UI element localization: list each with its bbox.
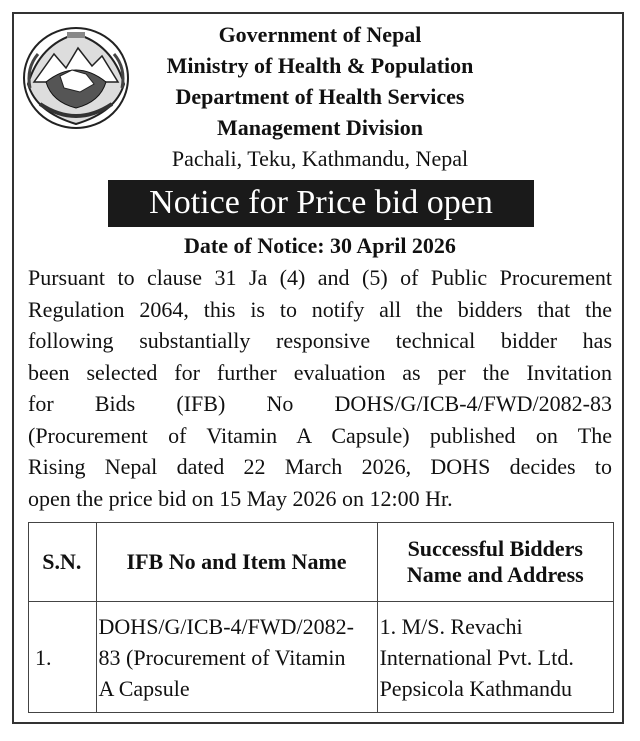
header-bidders-line1: Successful Bidders bbox=[407, 536, 583, 561]
header-address: Pachali, Teku, Kathmandu, Nepal bbox=[171, 146, 469, 171]
header-division: Management Division bbox=[217, 115, 423, 140]
cell-bidder-line1: 1. M/S. Revachi bbox=[379, 613, 523, 639]
notice-title: Notice for Price bid open bbox=[108, 180, 534, 227]
cell-ifb-line1: DOHS/G/ICB-4/FWD/2082- bbox=[98, 613, 354, 639]
cell-bidder-line2: International Pvt. Ltd. bbox=[379, 644, 574, 670]
date-of-notice: Date of Notice: 30 April 2026 bbox=[184, 233, 456, 258]
body-line: Regulation 2064, this is to notify all the bidders that the bbox=[28, 296, 612, 322]
header-ifb: IFB No and Item Name bbox=[96, 523, 377, 602]
header-government: Government of Nepal bbox=[218, 22, 422, 47]
header-bidders bbox=[377, 523, 613, 602]
header-department: Department of Health Services bbox=[175, 84, 465, 109]
nepal-government-emblem-icon bbox=[20, 24, 132, 132]
organization-header bbox=[130, 19, 510, 174]
cell-ifb-line2: 83 (Procurement of Vitamin bbox=[98, 644, 346, 670]
body-line: (Procurement of Vitamin A Capsule) published on The bbox=[28, 422, 612, 448]
header-sn: S.N. bbox=[29, 523, 97, 602]
cell-bidder-line3: Pepsicola Kathmandu bbox=[379, 675, 573, 701]
body-line: Pursuant to clause 31 Ja (4) and (5) of Public Procurement bbox=[28, 265, 612, 290]
cell-ifb-line3: A Capsule bbox=[98, 675, 190, 701]
body-line: open the price bid on 15 May 2026 on 12:00 Hr. bbox=[28, 485, 453, 511]
body-line: Rising Nepal dated 22 March 2026, DOHS decides to bbox=[28, 454, 612, 479]
notice-body bbox=[28, 262, 612, 514]
body-line: been selected for further evaluation as per the Invitation bbox=[28, 359, 612, 385]
bidders-table bbox=[28, 522, 614, 713]
cell-ifb bbox=[96, 602, 377, 713]
header-bidders-line2: Name and Address bbox=[406, 562, 584, 587]
header-ministry: Ministry of Health & Population bbox=[166, 53, 474, 78]
table-header-row bbox=[29, 523, 614, 602]
table-row bbox=[29, 602, 614, 713]
cell-bidder bbox=[377, 602, 613, 713]
body-line: following substantially responsive technical bidder has bbox=[28, 328, 612, 353]
body-line: for Bids (IFB) No DOHS/G/ICB-4/FWD/2082-83 bbox=[28, 391, 612, 416]
cell-sn: 1. bbox=[29, 602, 97, 713]
